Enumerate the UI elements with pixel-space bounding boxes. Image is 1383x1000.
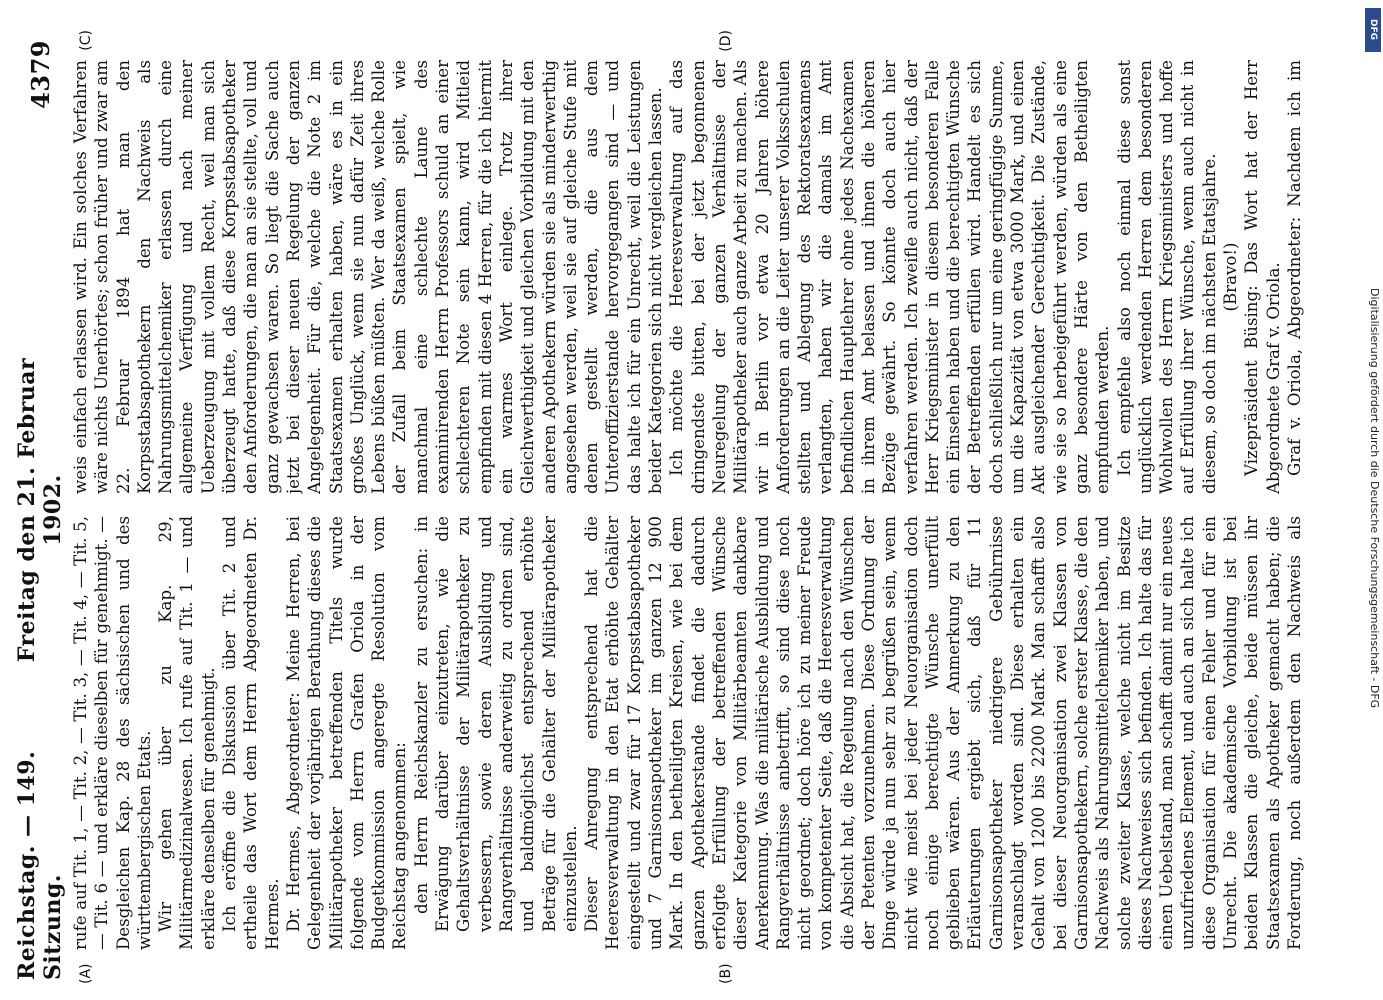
margin-marker-d: (D) xyxy=(718,30,734,52)
text-column-right xyxy=(70,60,1308,494)
paragraph: Ich eröffne die Diskussion über Tit. 2 und ertheile das Wort dem Herrn Abgeordneten Dr. Hermes. xyxy=(220,516,282,950)
page-number: 4379 xyxy=(25,40,55,109)
paragraph: Dieser Anregung entsprechend hat die Heeresverwaltung in den Etat erhöhte Gehälter eingestellt und zwar für 17 Korpsstabsapotheker und 7 Garnisonsapotheker im ganzen 12 900 Mark. In den betheiligten Kreisen, wie bei dem ganzen Apothekerstande findet die dadurch erfolgte Erfüllung der betreffenden Wünsche dieser Kategorie von Militärbeamten dankbare Anerkennung. Was die militärische Ausbildung und Rangverhältnisse anbetrifft, so sind diese noch nicht geordnet; doch höre ich zu meiner Freude von kompetenter Seite, daß die Heeresverwaltung die Absicht hat, die Regelung nach den Wünschen der Petenten vorzunehmen. Diese Ordnung der Dinge würde ja nun sehr zu begrüßen sein, wenn nicht wie meist bei jeder Neuorganisation doch noch einige berechtigte Wünsche unerfüllt geblieben wären. Aus der Anmerkung zu den Erläuterungen ergiebt sich, daß für 11 Garnisonsapotheker niedrigere Gebührnisse veranschlagt worden sind. Diese erhalten ein Gehalt von 1200 bis 2200 Mark. Man schafft also bei dieser Neuorganisation zwei Klassen von Garnisonsapothekern, solche erster Klasse, die den Nachweis als Nahrungsmittelchemiker haben, und solche zweiter Klasse, welche nicht im Besitze dieses Nachweises sich befinden. Ich halte das für einen Uebelstand, man schafft damit nur ein neues unzufriedenes Element, und auch an sich halte ich diese Organisation für einen Fehler und für ein Unrecht. Die akademische Vorbildung ist bei beiden Klassen die gleiche, beide müssen ihr Staatsexamen als Apotheker gemacht haben; die Forderung, noch außerdem den Nachweis als xyxy=(582,516,1304,950)
margin-marker-a: (A) xyxy=(78,963,94,984)
header-date: Freitag den 21. Februar 1902. xyxy=(14,357,66,663)
page-header xyxy=(14,40,66,980)
paragraph: Ich möchte die Heeresverwaltung auf das dringendste bitten, bei der jetzt begonnenen Neuregelung der ganzen Verhältnisse der Militärapotheker auch ganze Arbeit zu machen. Als wir in Berlin vor etwa 20 Jahren höhere Anforderungen an die Leiter unserer Volksschulen stellten und Ablegung des Rektoratsexamens verlangten, haben wir die damals im Amt befindlichen Hauptlehrer ohne jedes Nachexamen in ihrem Amt belassen und ihnen die höheren Bezüge gewährt. So könnte doch auch hier verfahren werden. Ich zweifle auch nicht, daß der Herr Kriegsminister in diesem besonderen Falle ein Einsehen haben und die berechtigten Wünsche der Betreffenden erfüllen wird. Handelt es sich doch schließlich nur um eine geringfügige Summe, um die Kapazität von etwa 3000 Mark, und einen Akt ausgleichender Gerechtigkeit. Die Zustände, wie sie so herbeigeführt werden, würden als eine ganz besondere Härte von den Betheiligten empfunden werden. xyxy=(667,60,1113,494)
quoted-resolution: den Herrn Reichskanzler zu ersuchen: in Erwägung darüber einzutreten, wie die Gehaltsverhältnisse der Militärapotheker zu verbessern, sowie deren Ausbildung und Rangverhältnisse anderweitig zu ordnen sind, und baldmöglichst entsprechend erhöhte Beträge für die Gehälter der Militärapotheker einzustellen. xyxy=(411,516,580,932)
digitization-credit: Digitalisierung gefördert durch die Deutsche Forschungsgemeinschaft - DFG xyxy=(1368,287,1381,709)
paragraph: rufe auf Tit. 1, — Tit. 2, — Tit. 3, — Tit. 4, — Tit. 5, — Tit. 6 — und erkläre dieselben für genehmigt. — Desgleichen Kap. 28 des sächsischen und des württembergischen Etats. xyxy=(71,516,154,950)
dfg-logo: DFG xyxy=(1365,8,1381,52)
paragraph: Wir gehen über zu Kap. 29, Militärmedizinalwesen. Ich rufe auf Tit. 1 — und erkläre denselben für genehmigt. xyxy=(156,516,218,950)
paragraph: weis einfach erlassen wird. Ein solches Verfahren wäre nichts Unerhörtes; schon früher und zwar am 22. Februar 1894 hat man den Korpsstabsapothekern den Nachweis als Nahrungsmittelchemiker erlassen durch eine allgemeine Verfügung und nach meiner Ueberzeugung mit vollem Recht, weil man sich überzeugt hatte, daß diese Korpsstabsapotheker den Anforderungen, die man an sie stellte, voll und ganz gewachsen waren. So liegt die Sache auch jetzt bei dieser neuen Regelung der ganzen Angelegenheit. Für die, welche die Note 2 im Staatsexamen erhalten haben, wäre es in ein großes Unglück, wenn sie nun dafür Zeit ihres Lebens büßen müßten. Wer da weiß, welche Rolle der Zufall beim Staatsexamen spielt, wie manchmal eine schlechte Laune des examinirenden Herrn Professors schuld an einer schlechteren Note sein kann, wird Mitleid empfinden mit diesen 4 Herren, für die ich hiermit ein warmes Wort einlege. Trotz ihrer Gleichwerthigkeit und gleichen Vorbildung mit den anderen Apothekern würden sie als minderwerthig angesehen werden, weil sie auf gleiche Stufe mit denen gestellt werden, die aus dem Unteroffizierstande hervorgegangen sind — und das halte ich für ein Unrecht, weil die Leistungen beider Kategorien sich nicht vergleichen lassen. xyxy=(71,60,666,494)
paragraph: Dr. Hermes, Abgeordneter: Meine Herren, bei Gelegenheit der vorjährigen Berathung dieses die Militärapotheker betreffenden Titels wurde folgende vom Herrn Grafen Oriola in der Budgetkommission angeregte Resolution vom Reichstag angenommen: xyxy=(283,516,410,950)
interjection: (Bravo!) xyxy=(1221,242,1241,312)
text-column-left xyxy=(70,516,1308,950)
margin-marker-c: (C) xyxy=(78,30,94,51)
paragraph: Graf v. Oriola, Abgeordneter: Nachdem ich im xyxy=(1284,60,1304,476)
document-page xyxy=(14,30,1338,990)
paragraph: Ich empfehle also noch einmal diese sonst unglücklich werdenden Herren dem besonderen Wohlwollen des Herrn Kriegsministers und hoffe auf Erfüllung ihrer Wünsche, wenn auch nicht in diesem, so doch im nächsten Etatsjahre. xyxy=(1114,60,1219,494)
paragraph: Vizepräsident Büsing: Das Wort hat der Herr Abgeordnete Graf v. Oriola. xyxy=(1242,60,1283,494)
page-body xyxy=(70,60,1308,950)
header-session: Reichstag. — 149. Sitzung. xyxy=(14,750,66,980)
margin-marker-b: (B) xyxy=(718,963,734,984)
